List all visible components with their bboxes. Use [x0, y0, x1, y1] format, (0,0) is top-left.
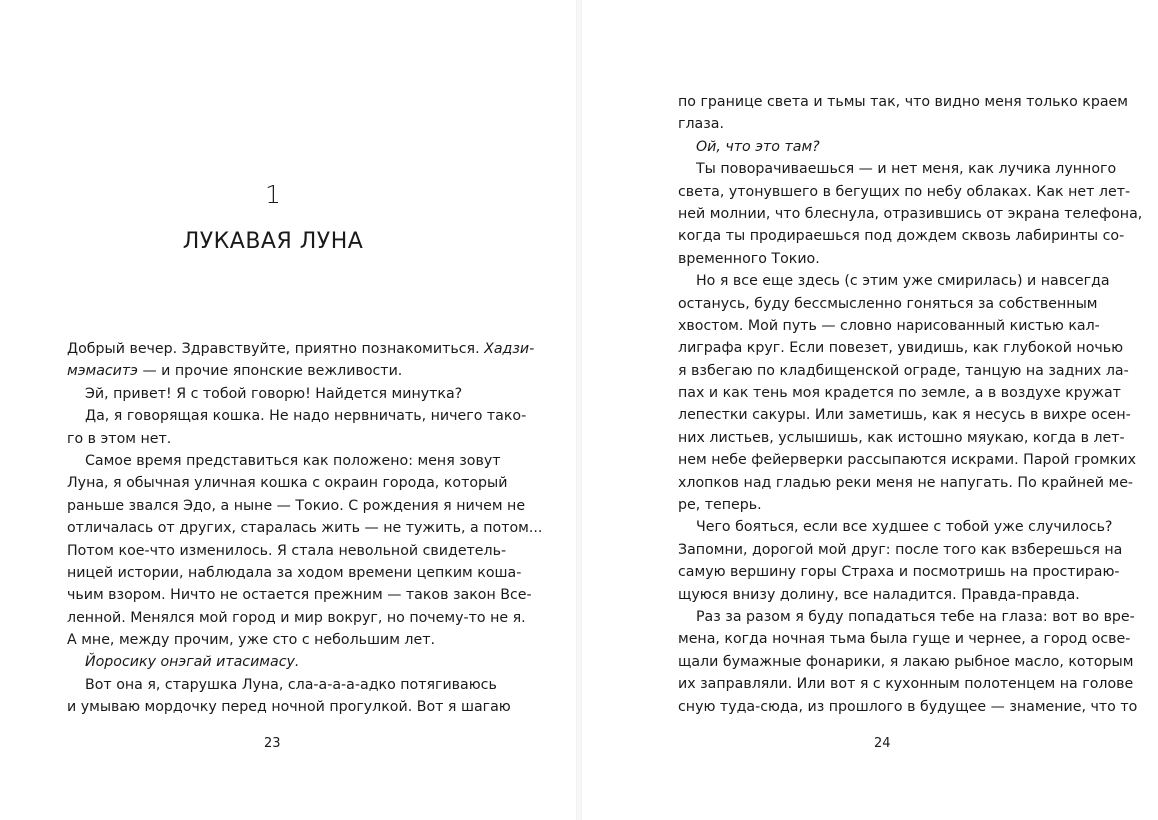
text-line: раньше звался Эдо, а ныне — Токио. С рождения я ничем не: [67, 497, 526, 514]
text-line: останусь, буду бессмысленно гоняться за собственным: [678, 295, 1098, 312]
text-line: Чего бояться, если все худшее с тобой уже случилось?: [696, 519, 1113, 536]
text-line: А мне, между прочим, уже сто с небольшим лет.: [67, 632, 435, 649]
page-number: 23: [264, 736, 281, 751]
text-line: их заправляли. Или вот я с кухонным полотенцем на голове: [678, 676, 1134, 693]
text-line: го в этом нет.: [67, 430, 172, 447]
text-line: ницей истории, наблюдала за ходом времени цепким коша-: [67, 564, 522, 581]
text-line: Запомни, дорогой мой друг: после того как взберешься на: [678, 541, 1123, 558]
text-line: Самое время представиться как положено: меня зовут: [85, 452, 501, 469]
text-line: ре, теперь.: [678, 497, 762, 514]
text-line: лепестки сакуры. Или заметишь, как я несусь в вихре осен-: [678, 407, 1131, 424]
text-line: Но я все еще здесь (с этим уже смирилась) и навсегда: [696, 273, 1110, 290]
text-line: я взбегаю по кладбищенской ограде, танцую на задних ла-: [678, 362, 1129, 379]
text-line: Луна, я обычная уличная кошка с окраин города, который: [67, 475, 508, 492]
text-line: самую вершину горы Страха и посмотришь на простираю-: [678, 564, 1120, 581]
text-line: когда ты продираешься под дождем сквозь лабиринты со-: [678, 228, 1125, 245]
text-line: чьим взором. Ничто не остается прежним — таков закон Все-: [67, 587, 532, 604]
left-page-text: [67, 338, 543, 719]
text-line: временного Токио.: [678, 250, 820, 267]
text-line: по границе света и тьмы так, что видно меня только краем: [678, 94, 1128, 110]
text-line: отличалась от других, старалась жить — не тужить, а потом...: [67, 520, 543, 537]
text-line: щуюся внизу долину, все наладится. Правда-правда.: [678, 586, 1080, 603]
text-line: ленной. Менялся мой город и мир вокруг, но почему-то не я.: [67, 609, 526, 626]
text-line: хлопков над гладью реки меня не напугать. По крайней ме-: [678, 474, 1134, 491]
page-number: 24: [874, 736, 891, 751]
text-line: Потом кое-что изменилось. Я стала невольной свидетель-: [67, 542, 507, 559]
text-line: хвостом. Мой путь — словно нарисованный кистью кал-: [678, 317, 1100, 334]
text-line: Ой, что это там?: [696, 138, 820, 155]
text-line: сную туда-сюда, из прошлого в будущее — знамение, что то: [678, 698, 1138, 715]
chapter-title: ЛУКАВАЯ ЛУНА: [182, 229, 364, 254]
text-line: Эй, привет! Я с тобой говорю! Найдется минутка?: [85, 385, 463, 402]
text-line: лиграфа круг. Если повезет, увидишь, как глубокой ночью: [678, 340, 1124, 357]
text-line: мэмаситэ — и прочие японские вежливости.: [67, 363, 403, 380]
text-line: нем небе фейерверки рассыпаются искрами. Парой громких: [678, 452, 1136, 469]
text-line: и умываю мордочку перед ночной прогулкой. Вот я шагаю: [67, 699, 511, 716]
right-page-text: [678, 91, 1143, 718]
left-page: [0, 0, 576, 820]
text-line: щали бумажные фонарики, я лакаю рыбное масло, которым: [678, 653, 1134, 670]
text-line: Добрый вечер. Здравствуйте, приятно познакомиться. Хадзи-: [67, 341, 535, 357]
text-line: Раз за разом я буду попадаться тебе на глаза: вот во вре-: [696, 608, 1135, 625]
text-line: мена, когда ночная тьма была гуще и чернее, а город осве-: [678, 631, 1131, 648]
chapter-number: 1: [265, 180, 281, 209]
text-line: Йоросику онэгай итасимасу.: [85, 654, 300, 671]
text-line: глаза.: [678, 116, 724, 133]
text-line: света, утонувшего в бегущих по небу облаках. Как нет лет-: [678, 183, 1131, 200]
text-line: пах и как тень моя крадется по земле, а в воздухе кружат: [678, 385, 1121, 402]
text-line: Да, я говорящая кошка. Не надо нервничать, ничего тако-: [85, 408, 527, 425]
text-line: них листьев, услышишь, как истошно мяукаю, когда в лет-: [678, 429, 1125, 446]
text-line: ней молнии, что блеснула, отразившись от экрана телефона,: [678, 205, 1143, 222]
text-line: Вот она я, старушка Луна, сла-а-а-а-адко потягиваюсь: [85, 676, 497, 693]
text-line: Ты поворачиваешься — и нет меня, как лучика лунного: [696, 161, 1117, 178]
right-page: [582, 0, 1158, 820]
